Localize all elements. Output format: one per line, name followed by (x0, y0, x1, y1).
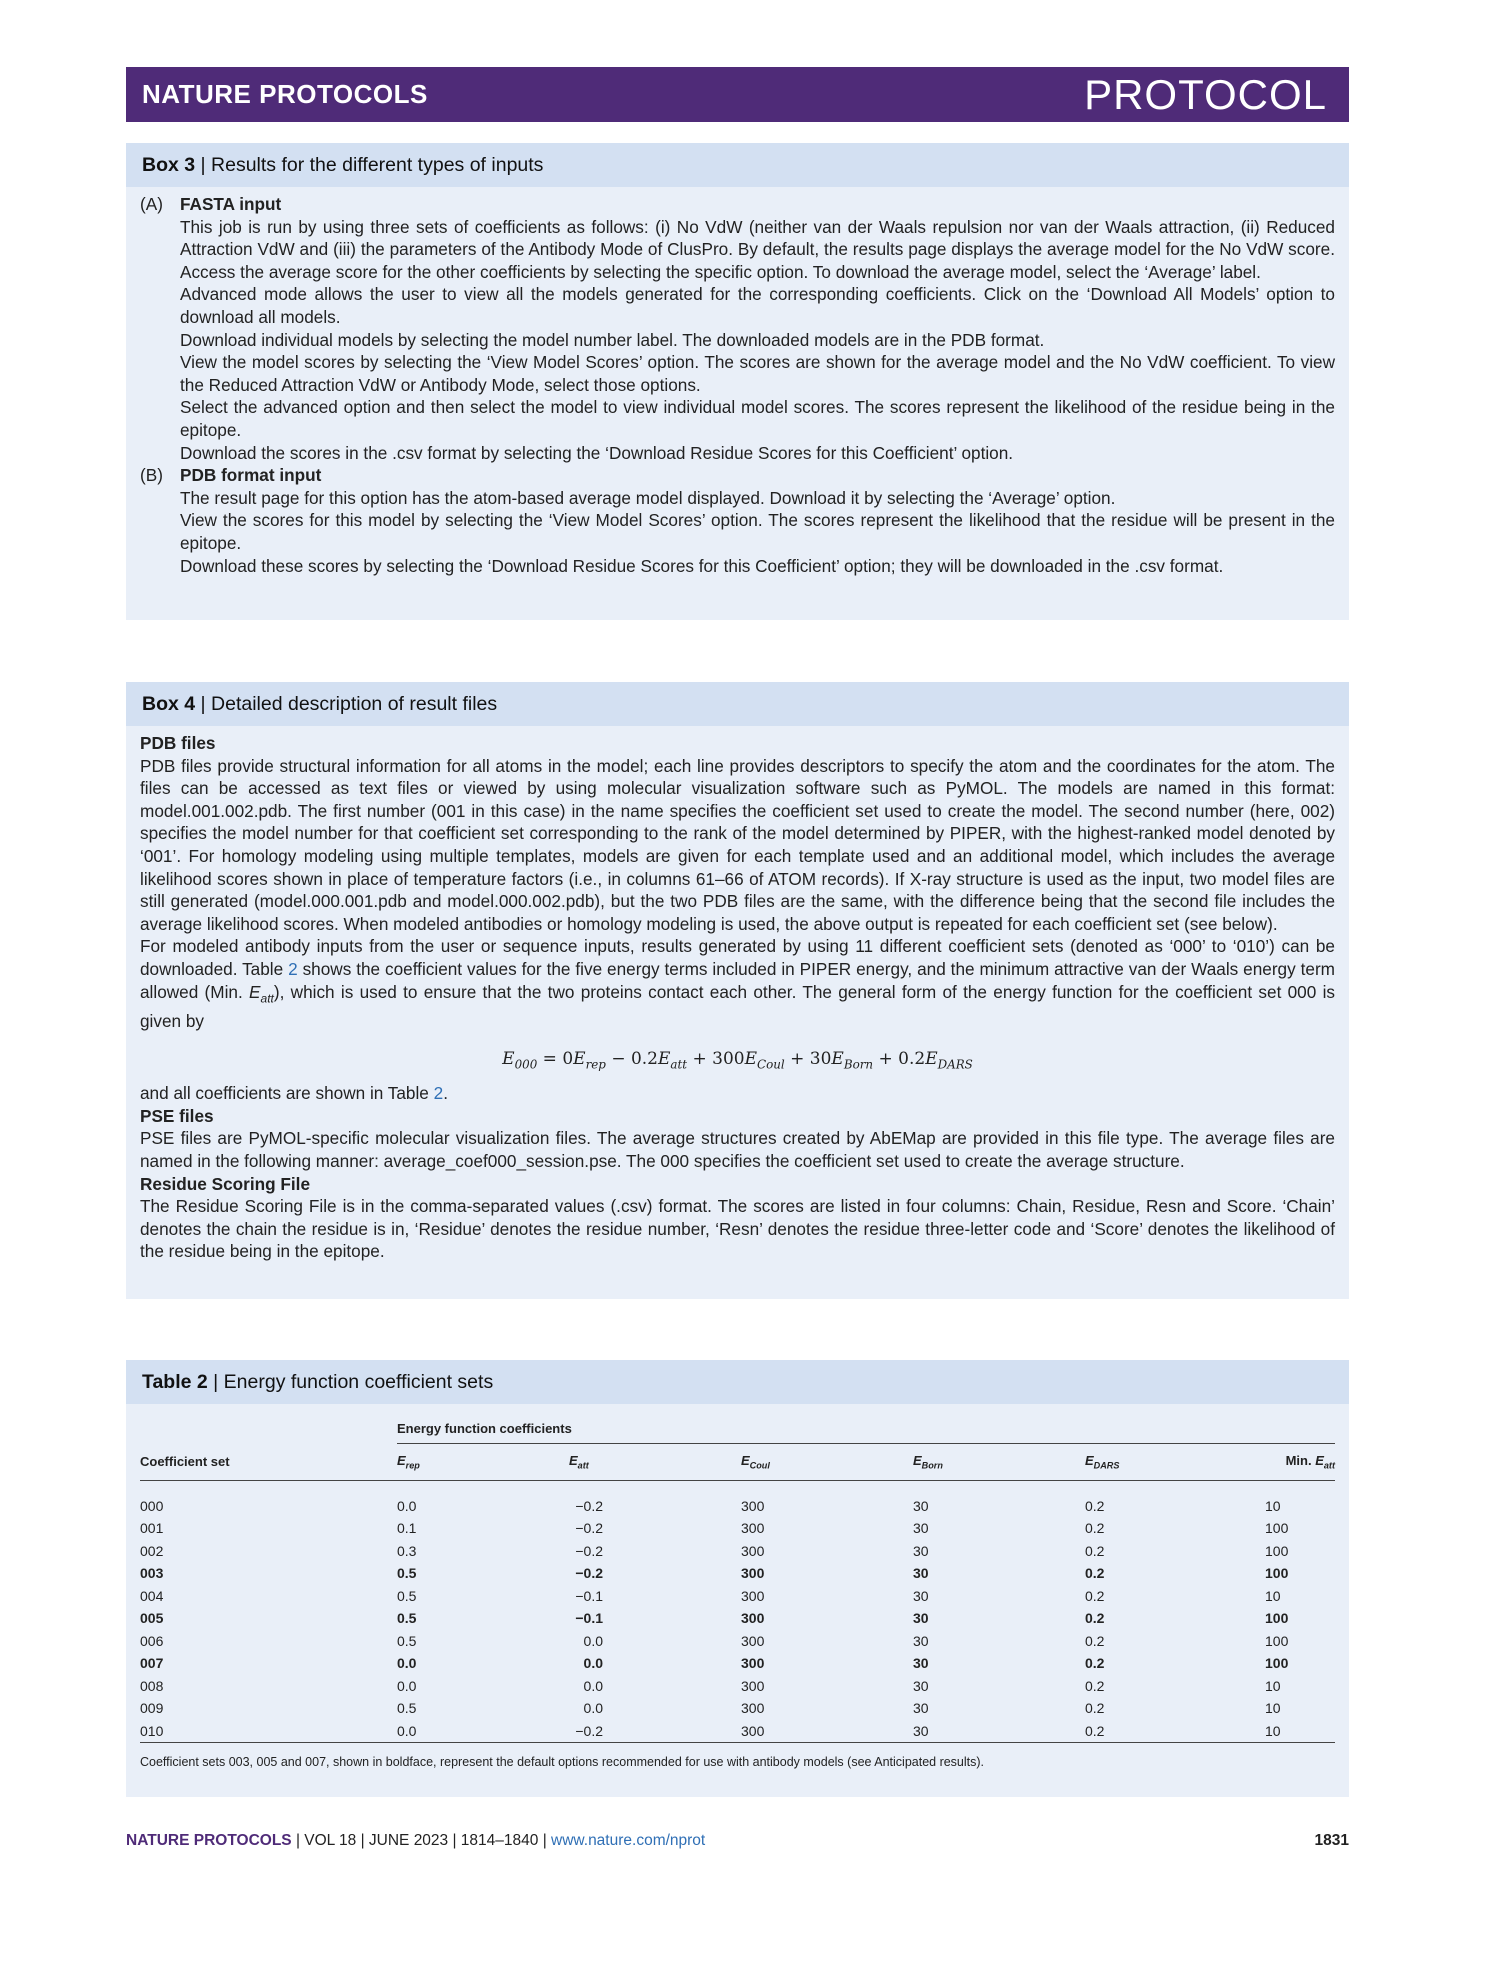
table-cell: 0.1 (397, 1520, 417, 1537)
table-2-title: Table 2 | Energy function coefficient sets (126, 1360, 1349, 1404)
table-cell: −0.2 (575, 1722, 603, 1739)
cell-coefficient-set: 003 (140, 1565, 164, 1582)
table-cell: 300 (741, 1700, 765, 1717)
table-cell: 30 (913, 1520, 929, 1537)
table-cell: 30 (913, 1587, 929, 1604)
page-footer (126, 1832, 1349, 1850)
section-title: FASTA input (180, 194, 282, 214)
col-header-erep: $E_{rep}$ (397, 1443, 569, 1480)
col-header-min-eatt: Min. $E_{att}$ (1265, 1443, 1335, 1480)
box-3-paragraph: View the model scores by selecting the ‘View Model Scores’ option. The scores are shown for the average model and the No VdW coefficient. To view the Reduced Attraction VdW or Antibody Mode, select those options. (180, 352, 1335, 395)
footer-citation: | VOL 18 | JUNE 2023 | 1814–1840 | (291, 1832, 552, 1849)
table-cell: 0.0 (397, 1655, 417, 1672)
table-cell: 300 (741, 1655, 765, 1672)
table-cell: 0.5 (397, 1700, 417, 1717)
box-3-paragraph: Select the advanced option and then select the model to view individual model scores. The scores represent the likelihood of the residue being in the epitope. (180, 397, 1335, 440)
cell-coefficient-set: 008 (140, 1677, 164, 1694)
box-3-paragraph: Advanced mode allows the user to view all the models generated for the corresponding coefficients. Click on the ‘Download All Models’ option to download all models. (180, 284, 1335, 327)
table-cell: 0.0 (397, 1677, 417, 1694)
table-cell: 300 (741, 1632, 765, 1649)
table-footnote: Coefficient sets 003, 005 and 007, shown in boldface, represent the default options recommended for use with antibody models (see Anticipated results). (140, 1755, 985, 1769)
box-3-number: Box 3 (142, 154, 196, 176)
section-title: PDB format input (180, 465, 322, 486)
box-3-heading: Results for the different types of inputs (211, 154, 544, 176)
table-cell: 30 (913, 1497, 929, 1514)
table-2-heading: Energy function coefficient sets (223, 1371, 494, 1393)
energy-equation: $E_{000} = 0E_{rep} - 0.2E_{att} + 300E_{Coul} + 30E_{Born} + 0.2E_{DARS}$ (502, 1049, 973, 1072)
cell-coefficient-set: 005 (140, 1610, 164, 1627)
table-row (140, 1675, 1335, 1698)
table-cell: 30 (913, 1610, 929, 1627)
box-3-section-heading (140, 464, 1335, 487)
table-row (140, 1720, 1335, 1743)
table-cell: 0.3 (397, 1542, 417, 1559)
pdb-files-heading: PDB files (140, 733, 216, 753)
cell-coefficient-set: 007 (140, 1655, 164, 1672)
table-cell: −0.2 (575, 1542, 603, 1559)
box-3-title: Box 3 | Results for the different types of inputs (126, 143, 1349, 187)
table-cell: 100 (1265, 1520, 1289, 1537)
table-cell: 30 (913, 1542, 929, 1559)
table-2-number: Table 2 (142, 1371, 208, 1393)
table-cell: 100 (1265, 1655, 1289, 1672)
table-cell: 0.2 (1085, 1700, 1105, 1717)
table-cell: 0.2 (1085, 1565, 1105, 1582)
table-cell: 100 (1265, 1610, 1289, 1627)
table-cell: 10 (1265, 1700, 1281, 1717)
table-cell: 0.0 (583, 1632, 603, 1649)
table-cell: 30 (913, 1700, 929, 1717)
table-cell: 0.0 (583, 1677, 603, 1694)
box-3-paragraph: View the scores for this model by selecting the ‘View Model Scores’ option. The scores represent the likelihood that the residue will be present in the epitope. (180, 510, 1335, 553)
box-3-paragraph: Download individual models by selecting the model number label. The downloaded models are in the PDB format. (180, 329, 1045, 350)
table-cell: 100 (1265, 1632, 1289, 1649)
table-cell: 300 (741, 1497, 765, 1514)
col-header-ecoul: $E_{Coul}$ (741, 1443, 913, 1480)
table-2 (126, 1360, 1349, 1797)
cell-coefficient-set: 004 (140, 1587, 164, 1604)
table-cell: 300 (741, 1520, 765, 1537)
col-header-eatt: $E_{att}$ (569, 1443, 741, 1480)
table-cell: 30 (913, 1722, 929, 1739)
pdb-files-paragraph-1: PDB files provide structural information for all atoms in the model; each line provides descriptors to specify the atom and the coordinates for the atom. The files can be accessed as text files or viewed by using molecular visualization software such as PyMOL. The models are named in this format: model.001.002.pdb. The first number (001 in this case) in the name specifies the coefficient set used to create the model. The second number (here, 002) specifies the model number for that coefficient set corresponding to the rank of the model determined by PIPER, with the highest-ranked model denoted by ‘001’. For homology modeling using multiple templates, models are given for each template used and an additional model, which includes the average likelihood scores shown in place of temperature factors (i.e., in columns 61–66 of ATOM records). If X-ray structure is used as the input, two model files are still generated (model.000.001.pdb and model.000.002.pdb), but the two PDB files are the same, with the difference being that the second file includes the average likelihood scores. When modeled antibodies or homology modeling is used, the above output is repeated for each coefficient set (see below). (140, 755, 1335, 934)
table-cell: 0.2 (1085, 1497, 1105, 1514)
table-cell: 10 (1265, 1677, 1281, 1694)
table-cell: 10 (1265, 1722, 1281, 1739)
box-3-paragraph: Download the scores in the .csv format by selecting the ‘Download Residue Scores for this Coefficient’ option. (180, 442, 1014, 463)
journal-header-bar (126, 67, 1349, 122)
box-3 (126, 143, 1349, 620)
table-cell: 30 (913, 1677, 929, 1694)
table-cell: −0.1 (575, 1610, 603, 1627)
box-4-title: Box 4 | Detailed description of result files (126, 682, 1349, 726)
table-cell: 0.2 (1085, 1655, 1105, 1672)
journal-name: NATURE PROTOCOLS (142, 79, 428, 109)
cell-coefficient-set: 001 (140, 1520, 164, 1537)
table-cell: 30 (913, 1632, 929, 1649)
table-cell: −0.2 (575, 1520, 603, 1537)
table-cell: −0.2 (575, 1565, 603, 1582)
col-header-edars: $E_{DARS}$ (1085, 1443, 1265, 1480)
table-row (140, 1630, 1335, 1653)
table-cell: 0.2 (1085, 1520, 1105, 1537)
box-4-body (126, 726, 1349, 1263)
box-4-heading: Detailed description of result files (211, 693, 498, 715)
table-cell: 0.0 (397, 1722, 417, 1739)
footer-url[interactable]: www.nature.com/nprot (551, 1832, 706, 1849)
coefficient-table (140, 1414, 1335, 1745)
table-cell: 0.2 (1085, 1632, 1105, 1649)
cell-coefficient-set: 006 (140, 1632, 164, 1649)
table-2-link-2[interactable]: 2 (433, 1083, 444, 1104)
box-3-body (126, 187, 1349, 577)
table-row (140, 1697, 1335, 1720)
box-4 (126, 682, 1349, 1299)
table-cell: 0.0 (583, 1655, 603, 1672)
table-2-link[interactable]: 2 (288, 958, 298, 979)
table-cell: 0.5 (397, 1565, 417, 1582)
pdb-files-paragraph-2: For modeled antibody inputs from the user or sequence inputs, results generated by using 11 different coefficient sets (denoted as ‘000’ to ‘010’) can be downloaded. Table 2 shows the coefficient values for the five energy terms included in PIPER energy, and the minimum attractive van der Waals energy term allowed (Min. $E_{att}$), which is used to ensure that the two proteins contact each other. The general form of the energy function for the coefficient set 000 is given by (140, 936, 1335, 1031)
table-cell: 0.2 (1085, 1542, 1105, 1559)
table-cell: 100 (1265, 1542, 1289, 1559)
table-body (140, 1480, 1335, 1745)
box-3-paragraph: This job is run by using three sets of coefficients as follows: (i) No VdW (neither van der Waals repulsion nor van der Waals attraction, (ii) Reduced Attraction VdW and (iii) the parameters of the Antibody Mode of ClusPro. By default, the results page displays the average model for the No VdW score. Access the average score for the other coefficients by selecting the specific option. To download the average model, select the ‘Average’ label. (180, 216, 1335, 282)
residue-scoring-paragraph: The Residue Scoring File is in the comma-separated values (.csv) format. The scores are listed in four columns: Chain, Residue, Resn and Score. ‘Chain’ denotes the chain the residue is in, ‘Residue’ denotes the residue number, ‘Resn’ denotes the residue three-letter code and ‘Score’ denotes the likelihood of the residue being in the epitope. (140, 1196, 1335, 1262)
table-cell: −0.2 (575, 1497, 603, 1514)
table-cell: 300 (741, 1677, 765, 1694)
table-cell: 0.0 (397, 1497, 417, 1514)
pse-files-heading: PSE files (140, 1105, 214, 1126)
box-3-section-heading (140, 193, 1335, 216)
table-row (140, 1495, 1335, 1518)
col-header-eborn: $E_{Born}$ (913, 1443, 1085, 1480)
table-cell: 30 (913, 1565, 929, 1582)
box-3-paragraph: The result page for this option has the atom-based average model displayed. Download it by selecting the ‘Average’ option. (180, 487, 1116, 508)
cell-coefficient-set: 002 (140, 1542, 164, 1559)
table-row (140, 1540, 1335, 1563)
table-cell: 0.5 (397, 1632, 417, 1649)
table-row (140, 1652, 1335, 1675)
cell-coefficient-set: 010 (140, 1722, 164, 1739)
table-cell: 0.2 (1085, 1722, 1105, 1739)
table-cell: −0.1 (575, 1587, 603, 1604)
after-equation-text: and all coefficients are shown in Table 2. (140, 1083, 448, 1104)
table-cell: 300 (741, 1542, 765, 1559)
col-header-set: Coefficient set (140, 1443, 397, 1480)
table-cell: 300 (741, 1610, 765, 1627)
footer-journal: NATURE PROTOCOLS (126, 1832, 292, 1849)
residue-scoring-heading: Residue Scoring File (140, 1173, 311, 1194)
group-header: Energy function coefficients (397, 1414, 1335, 1443)
table-row (140, 1562, 1335, 1585)
table-row (140, 1517, 1335, 1540)
table-cell: 30 (913, 1655, 929, 1672)
table-cell: 0.2 (1085, 1610, 1105, 1627)
cell-coefficient-set: 009 (140, 1700, 164, 1717)
section-label: (A) (140, 194, 163, 214)
table-cell: 100 (1265, 1565, 1289, 1582)
cell-coefficient-set: 000 (140, 1497, 164, 1514)
pse-files-paragraph: PSE files are PyMOL-specific molecular visualization files. The average structures created by AbEMap are provided in this file type. The average files are named in the following manner: average_coef000_session.pse. The 000 specifies the coefficient set used to create the average structure. (140, 1128, 1335, 1171)
box-3-paragraph: Download these scores by selecting the ‘Download Residue Scores for this Coefficient’ option; they will be downloaded in the .csv format. (180, 555, 1224, 576)
article-type: PROTOCOL (1084, 71, 1327, 118)
table-cell: 300 (741, 1587, 765, 1604)
table-cell: 0.5 (397, 1610, 417, 1627)
table-cell: 0.0 (583, 1700, 603, 1717)
table-cell: 0.5 (397, 1587, 417, 1604)
table-row (140, 1585, 1335, 1608)
table-cell: 300 (741, 1565, 765, 1582)
table-cell: 10 (1265, 1497, 1281, 1514)
table-cell: 300 (741, 1722, 765, 1739)
table-cell: 0.2 (1085, 1677, 1105, 1694)
table-row (140, 1607, 1335, 1630)
box-4-number: Box 4 (142, 693, 196, 715)
page-number: 1831 (1314, 1832, 1349, 1849)
section-label: (B) (140, 465, 163, 486)
table-cell: 10 (1265, 1587, 1281, 1604)
table-cell: 0.2 (1085, 1587, 1105, 1604)
